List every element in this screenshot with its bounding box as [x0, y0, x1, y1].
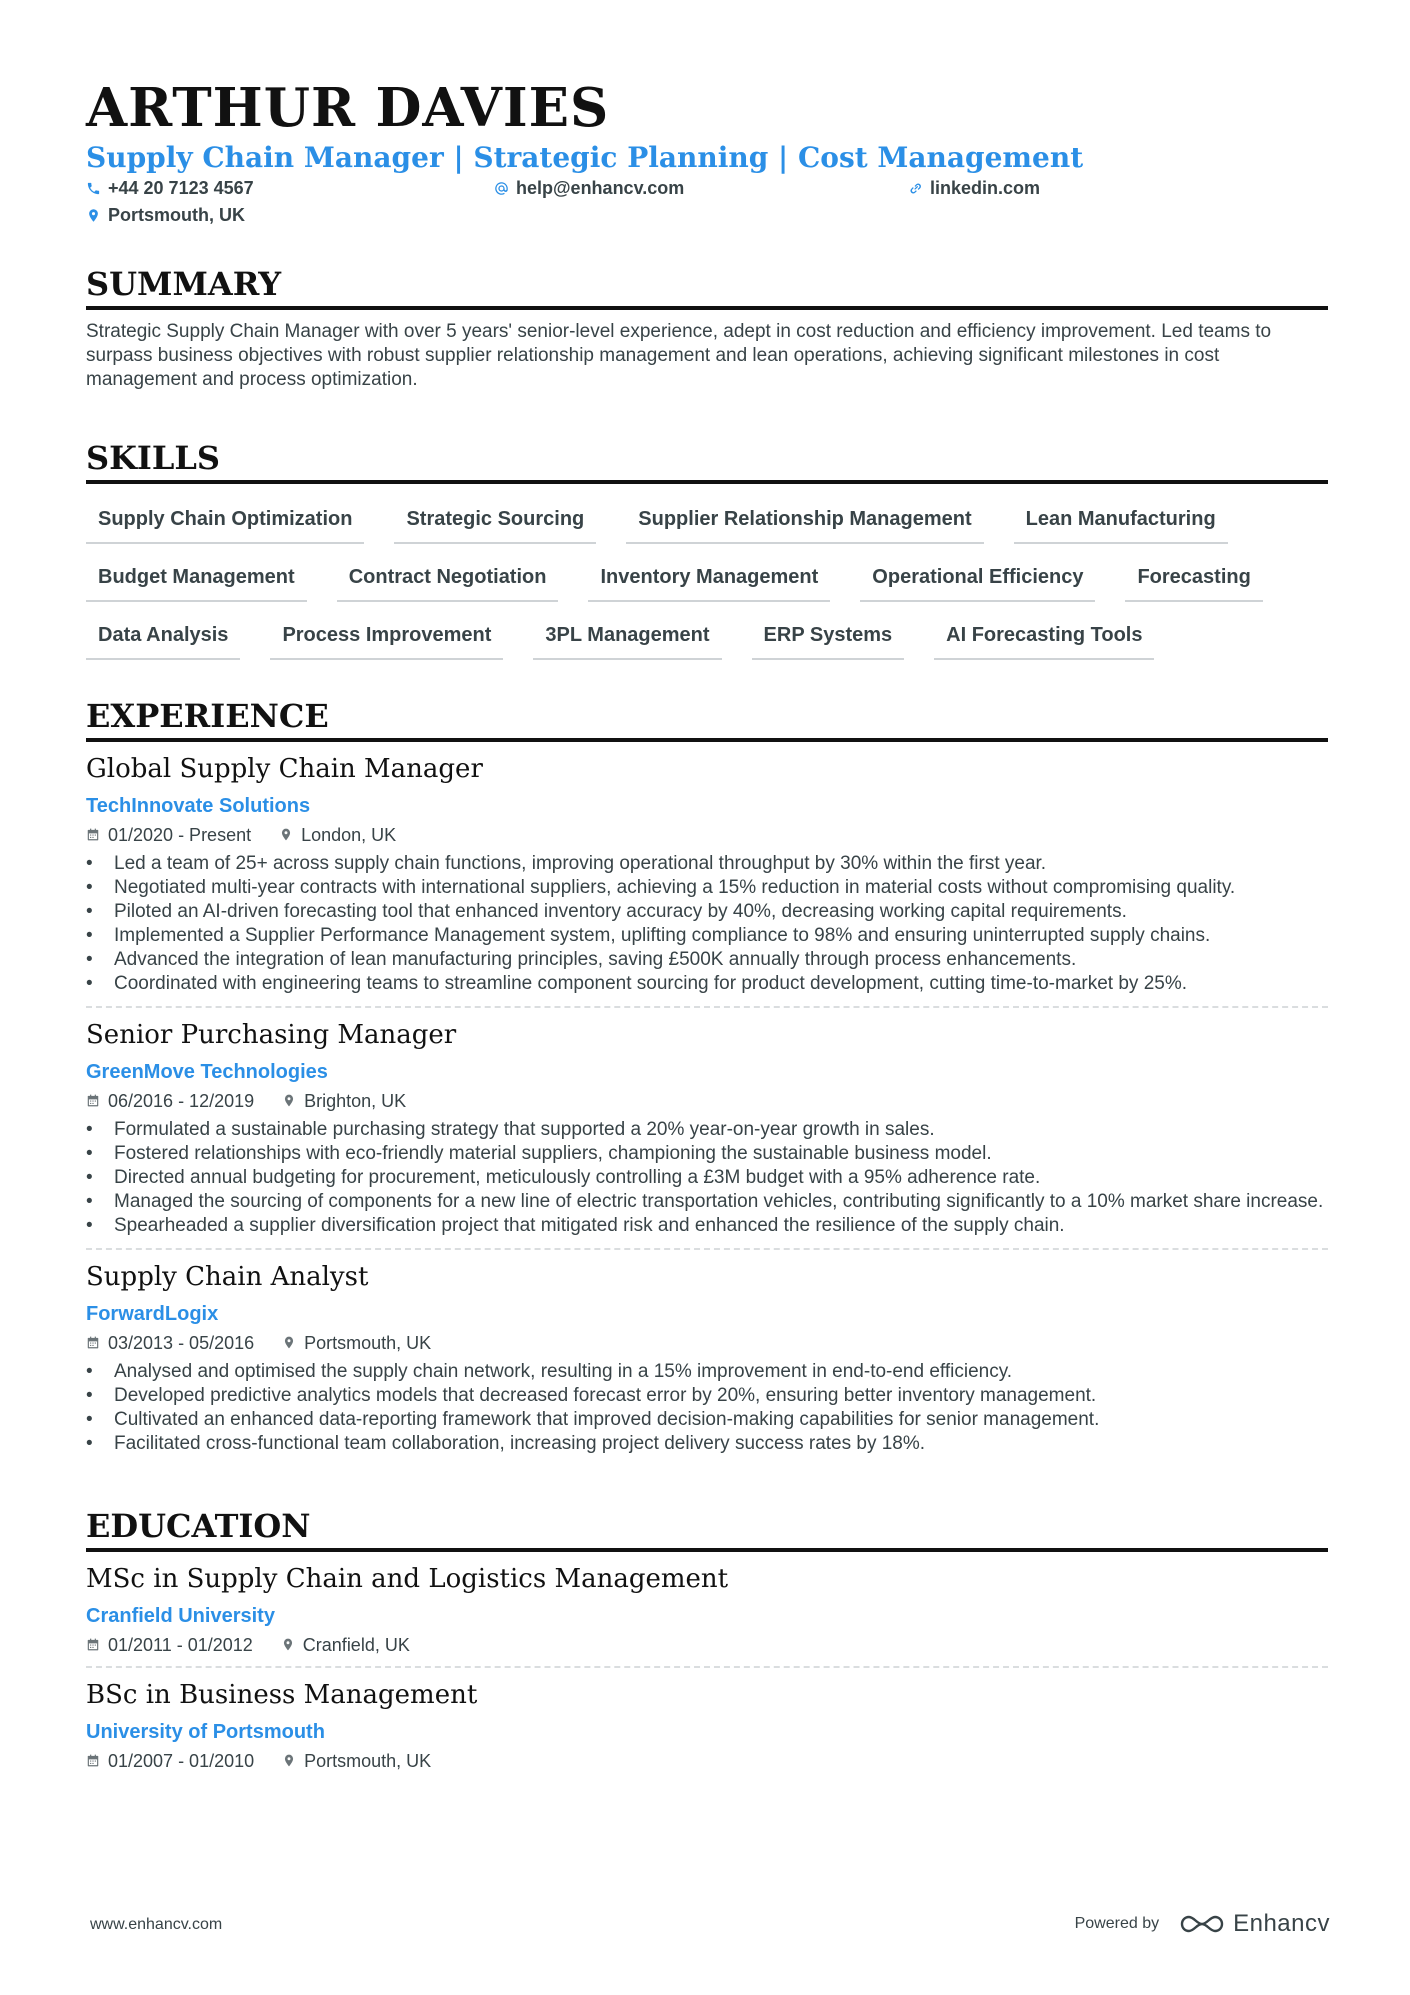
experience-entry	[86, 1008, 1328, 1250]
job-location	[282, 1090, 406, 1112]
job-meta	[86, 1090, 1328, 1112]
phone-text: +44 20 7123 4567	[108, 177, 254, 198]
job-title: Senior Purchasing Manager	[86, 1019, 457, 1050]
bullet-item: • Cultivated an enhanced data-reporting framework that improved decision-making capabilities for senior management.	[86, 1408, 1328, 1432]
skill-tag: Lean Manufacturing	[1014, 502, 1228, 544]
job-meta	[86, 1332, 1328, 1354]
bullet-item: • Negotiated multi-year contracts with international suppliers, achieving a 15% reduction in material costs without compromising quality.	[86, 876, 1328, 900]
location-text: Portsmouth, UK	[304, 1750, 432, 1771]
at-icon	[494, 181, 509, 196]
experience-section	[86, 696, 1328, 1466]
education-meta	[86, 1634, 1328, 1656]
education-dates	[86, 1634, 253, 1656]
contact-link[interactable]	[908, 178, 1040, 199]
email-text: help@enhancv.com	[516, 177, 685, 198]
job-bullets	[86, 1360, 1328, 1456]
dates-text: 01/2020 - Present	[108, 824, 252, 845]
location-text: Cranfield, UK	[302, 1634, 410, 1655]
bullet-item: • Piloted an AI-driven forecasting tool that enhanced inventory accuracy by 40%, decreasing working capital requirements.	[86, 900, 1328, 924]
job-bullets	[86, 852, 1328, 996]
brand-logo[interactable]	[1179, 1910, 1330, 1938]
calendar-icon	[86, 1093, 100, 1108]
link-icon	[908, 181, 923, 196]
education-dates	[86, 1750, 254, 1772]
skills-section	[86, 438, 1328, 660]
institution-name: Cranfield University	[86, 1604, 275, 1627]
job-title: Global Supply Chain Manager	[86, 753, 483, 784]
summary-text: Strategic Supply Chain Manager with over 5 years' senior-level experience, adept in cost reduction and efficiency improvement. Led teams to surpass business objectives with robust supplier relationship management and lean operations, achieving significant milestones in cost management and process optimization.	[86, 320, 1272, 390]
contact-phone	[86, 178, 254, 199]
degree-title: BSc in Business Management	[86, 1679, 478, 1710]
contact-location	[86, 205, 245, 226]
job-dates	[86, 1090, 254, 1112]
location-text: London, UK	[301, 824, 397, 845]
bullet-item: • Spearheaded a supplier diversification project that mitigated risk and enhanced the resilience of the supply chain.	[86, 1214, 1328, 1238]
skill-tag: Operational Efficiency	[860, 560, 1095, 602]
experience-entry	[86, 1250, 1328, 1466]
link-text: linkedin.com	[930, 177, 1041, 198]
skill-tag: Supplier Relationship Management	[626, 502, 983, 544]
job-dates	[86, 824, 251, 846]
powered-by-label: Powered by	[1074, 1915, 1160, 1932]
dates-text: 01/2007 - 01/2010	[108, 1750, 255, 1771]
calendar-icon	[86, 1753, 100, 1768]
brand-name: Enhancv	[1233, 1910, 1330, 1937]
location-text: Brighton, UK	[304, 1090, 407, 1111]
education-title: EDUCATION	[86, 1510, 1328, 1552]
bullet-item: • Directed annual budgeting for procurement, meticulously controlling a £3M budget with a 95% adherence rate.	[86, 1166, 1328, 1190]
job-meta	[86, 824, 1328, 846]
skill-tag: Contract Negotiation	[337, 560, 559, 602]
bullet-item: • Coordinated with engineering teams to streamline component sourcing for product development, cutting time-to-market by 25%.	[86, 972, 1328, 996]
bullet-item: • Advanced the integration of lean manufacturing principles, saving £500K annually through process enhancements.	[86, 948, 1328, 972]
location-pin-icon	[281, 1637, 295, 1652]
dates-text: 06/2016 - 12/2019	[108, 1090, 255, 1111]
job-bullets	[86, 1118, 1328, 1238]
bullet-item: • Analysed and optimised the supply chain network, resulting in a 15% improvement in end-to-end efficiency.	[86, 1360, 1328, 1384]
bullet-item: • Fostered relationships with eco-friendly material suppliers, championing the sustainable business model.	[86, 1142, 1328, 1166]
education-meta	[86, 1750, 1328, 1772]
location-text: Portsmouth, UK	[108, 204, 245, 225]
bullet-item: • Led a team of 25+ across supply chain functions, improving operational throughput by 30% within the first year.	[86, 852, 1328, 876]
education-entry	[86, 1552, 1328, 1668]
job-dates	[86, 1332, 254, 1354]
calendar-icon	[86, 827, 100, 842]
bullet-item: • Developed predictive analytics models that decreased forecast error by 20%, ensuring better inventory management.	[86, 1384, 1328, 1408]
calendar-icon	[86, 1637, 100, 1652]
education-location	[281, 1634, 410, 1656]
skill-tag: Supply Chain Optimization	[86, 502, 364, 544]
skill-tag: 3PL Management	[533, 618, 721, 660]
experience-entry	[86, 742, 1328, 1008]
dates-text: 03/2013 - 05/2016	[108, 1332, 255, 1353]
location-pin-icon	[279, 827, 293, 842]
bullet-item: • Implemented a Supplier Performance Management system, uplifting compliance to 98% and ensuring uninterrupted supply chains.	[86, 924, 1328, 948]
summary-section	[86, 264, 1328, 392]
institution-name: University of Portsmouth	[86, 1720, 325, 1743]
headline: Supply Chain Manager | Strategic Planning | Cost Management	[86, 141, 1084, 174]
footer-url[interactable]: www.enhancv.com	[90, 1916, 223, 1933]
dates-text: 01/2011 - 01/2012	[108, 1634, 253, 1655]
location-pin-icon	[86, 208, 101, 223]
enhancv-logo-icon	[1179, 1912, 1225, 1936]
location-pin-icon	[282, 1335, 296, 1350]
candidate-name: ARTHUR DAVIES	[86, 77, 610, 139]
skill-tag: Inventory Management	[588, 560, 830, 602]
skill-tag: ERP Systems	[752, 618, 905, 660]
location-text: Portsmouth, UK	[304, 1332, 432, 1353]
location-pin-icon	[282, 1093, 296, 1108]
contact-email[interactable]	[494, 178, 684, 199]
location-pin-icon	[282, 1753, 296, 1768]
job-location	[279, 824, 396, 846]
footer	[90, 1910, 1330, 1940]
skill-tag: Process Improvement	[270, 618, 503, 660]
education-section	[86, 1506, 1328, 1782]
calendar-icon	[86, 1335, 100, 1350]
bullet-item: • Formulated a sustainable purchasing strategy that supported a 20% year-on-year growth in sales.	[86, 1118, 1328, 1142]
footer-branding	[1075, 1910, 1330, 1938]
skills-title: SKILLS	[86, 442, 1328, 484]
company-name: TechInnovate Solutions	[86, 794, 311, 817]
degree-title: MSc in Supply Chain and Logistics Management	[86, 1563, 729, 1594]
education-entry	[86, 1668, 1328, 1782]
contact-info	[86, 178, 1328, 232]
company-name: GreenMove Technologies	[86, 1060, 328, 1083]
experience-title: EXPERIENCE	[86, 700, 1328, 742]
skill-tag: Data Analysis	[86, 618, 240, 660]
education-location	[282, 1750, 431, 1772]
bullet-item: • Managed the sourcing of components for a new line of electric transportation vehicles, contributing significantly to a 10% market share increase.	[86, 1190, 1328, 1214]
job-location	[282, 1332, 431, 1354]
skill-tag: AI Forecasting Tools	[934, 618, 1154, 660]
resume-page	[86, 70, 1328, 1782]
phone-icon	[86, 181, 101, 196]
summary-title: SUMMARY	[86, 268, 1328, 310]
skill-tag: Forecasting	[1125, 560, 1262, 602]
bullet-item: • Facilitated cross-functional team collaboration, increasing project delivery success rates by 18%.	[86, 1432, 1328, 1456]
company-name: ForwardLogix	[86, 1302, 219, 1325]
skill-tag: Strategic Sourcing	[394, 502, 596, 544]
skill-tag: Budget Management	[86, 560, 307, 602]
job-title: Supply Chain Analyst	[86, 1261, 369, 1292]
skills-list	[86, 502, 1328, 660]
